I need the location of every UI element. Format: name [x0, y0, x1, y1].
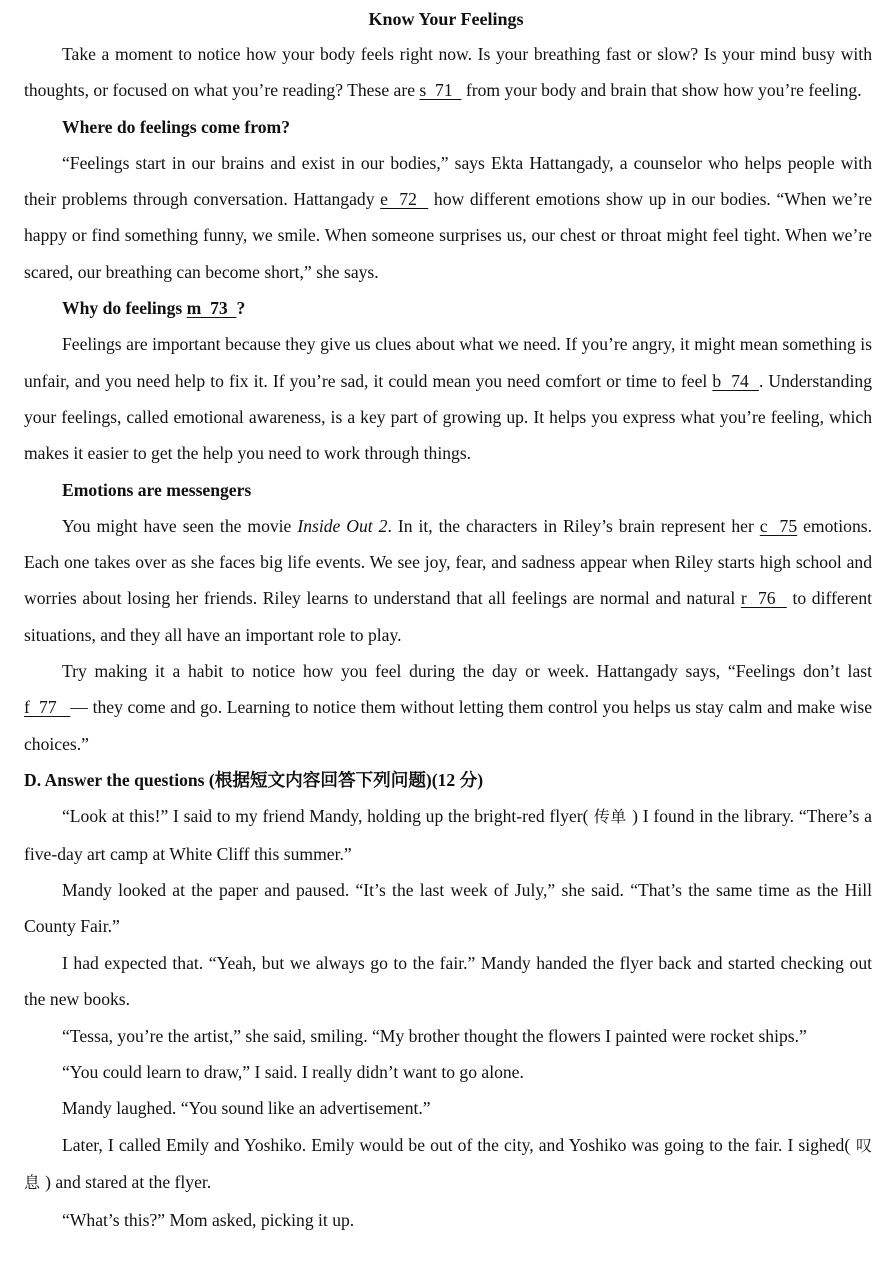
paragraph-1-text-b: from your body and brain that show how you’re feeling. — [461, 80, 862, 101]
heading-why-text-a: Why do feelings — [62, 298, 187, 319]
paragraph-2-text-b: how different emotions show up in our bodies. “When we’re happy or find something funny, we smile. When someone surprises us, our chest or throat might feel tight. When we’re scared, our breathing can become short,” she says. — [24, 189, 872, 282]
story-paragraph-4: “Tessa, you’re the artist,” she said, smiling. “My brother thought the flowers I painted were rocket ships.” — [62, 1025, 807, 1046]
paragraph-4-text-a: You might have seen the movie — [62, 515, 298, 536]
article-body — [0, 36, 892, 1238]
blank-71: s 71 — [419, 80, 462, 101]
blank-76: r 76 — [740, 588, 787, 609]
story-paragraph-6: Mandy laughed. “You sound like an advertisement.” — [62, 1098, 431, 1119]
paragraph-3-text-b: . Understanding your feelings, called emotional awareness, is a key part of growing up. It helps you express what you’re feeling, which makes it easier to get the help you need to work through things. — [24, 370, 872, 464]
paragraph-4-text-b: . In it, the characters in Riley’s brain represent her — [387, 515, 760, 536]
story-1-gloss: 传单 — [588, 807, 633, 827]
paragraph-2 — [24, 145, 872, 290]
paragraph-4-text-d: to different situations, and they all have an important role to play. — [24, 588, 873, 645]
paragraph-3 — [24, 326, 872, 471]
heading-why-feelings — [24, 290, 872, 326]
paragraph-1 — [24, 36, 872, 109]
paragraph-5-text-a: Try making it a habit to notice how you feel during the day or week. Hattangady says, “Feelings don’t last — [62, 661, 872, 682]
blank-77: f 77 — [24, 697, 71, 718]
story-passage — [24, 798, 872, 1238]
blank-73: m 73 — [186, 298, 237, 319]
story-paragraph-3: I had expected that. “Yeah, but we always go to the fair.” Mandy handed the flyer back and started checking out the new books. — [24, 952, 872, 1010]
paragraph-3-text-a: Feelings are important because they give us clues about what we need. If you’re angry, it might mean something is unfair, and you need help to fix it. If you’re sad, it could mean you need comfort or time to feel — [24, 334, 872, 391]
story-paragraph-8: “What’s this?” Mom asked, picking it up. — [62, 1209, 355, 1230]
heading-emotions-messengers: Emotions are messengers — [62, 479, 252, 500]
paragraph-2-text-a: “Feelings start in our brains and exist in our bodies,” says Ekta Hattangady, a counselor who helps people with their problems through conversation. Hattangady — [24, 152, 872, 210]
heading-where-feelings-come-from: Where do feelings come from? — [62, 116, 291, 137]
story-paragraph-5: “You could learn to draw,” I said. I really didn’t want to go alone. — [62, 1062, 524, 1083]
story-paragraph-2: Mandy looked at the paper and paused. “It’s the last week of July,” she said. “That’s the same time as the Hill County Fair.” — [24, 880, 872, 937]
section-d-heading: D. Answer the questions (根据短文内容回答下列问题)(12 分) — [24, 769, 484, 790]
story-7-text-b: ) and stared at the flyer. — [45, 1172, 212, 1193]
paragraph-5-text-b: — they come and go. Learning to notice them without letting them control you helps us stay calm and make wise choices.” — [24, 697, 873, 754]
story-paragraph-7 — [24, 1127, 872, 1202]
blank-72: e 72 — [380, 189, 429, 210]
blank-74: b 74 — [712, 370, 759, 391]
heading-why-text-b: ? — [236, 298, 246, 319]
article-title: Know Your Feelings — [368, 9, 524, 29]
story-7-gloss: 叹息 — [24, 1135, 872, 1193]
paragraph-5 — [24, 653, 872, 762]
movie-title: Inside Out 2 — [297, 515, 388, 536]
blank-75: c 75 — [759, 515, 798, 536]
story-1-text-b: ) I found in the library. “There’s a five-day art camp at White Cliff this summer.” — [24, 806, 872, 864]
paragraph-4 — [24, 508, 872, 653]
story-1-text-a: “Look at this!” I said to my friend Mandy, holding up the bright-red flyer( — [62, 806, 589, 827]
paragraph-4-text-c: emotions. Each one takes over as she faces big life events. We see joy, fear, and sadness appear when Riley starts high school and worries about losing her friends. Riley learns to understand that all feelings are normal and natural — [24, 515, 872, 609]
story-paragraph-1 — [24, 798, 872, 872]
story-7-text-a: Later, I called Emily and Yoshiko. Emily would be out of the city, and Yoshiko was going to the fair. I sighed( — [62, 1134, 851, 1155]
paragraph-1-text-a: Take a moment to notice how your body feels right now. Is your breathing fast or slow? Is your mind busy with thoughts, or focused on what you’re reading? These are — [24, 44, 872, 101]
